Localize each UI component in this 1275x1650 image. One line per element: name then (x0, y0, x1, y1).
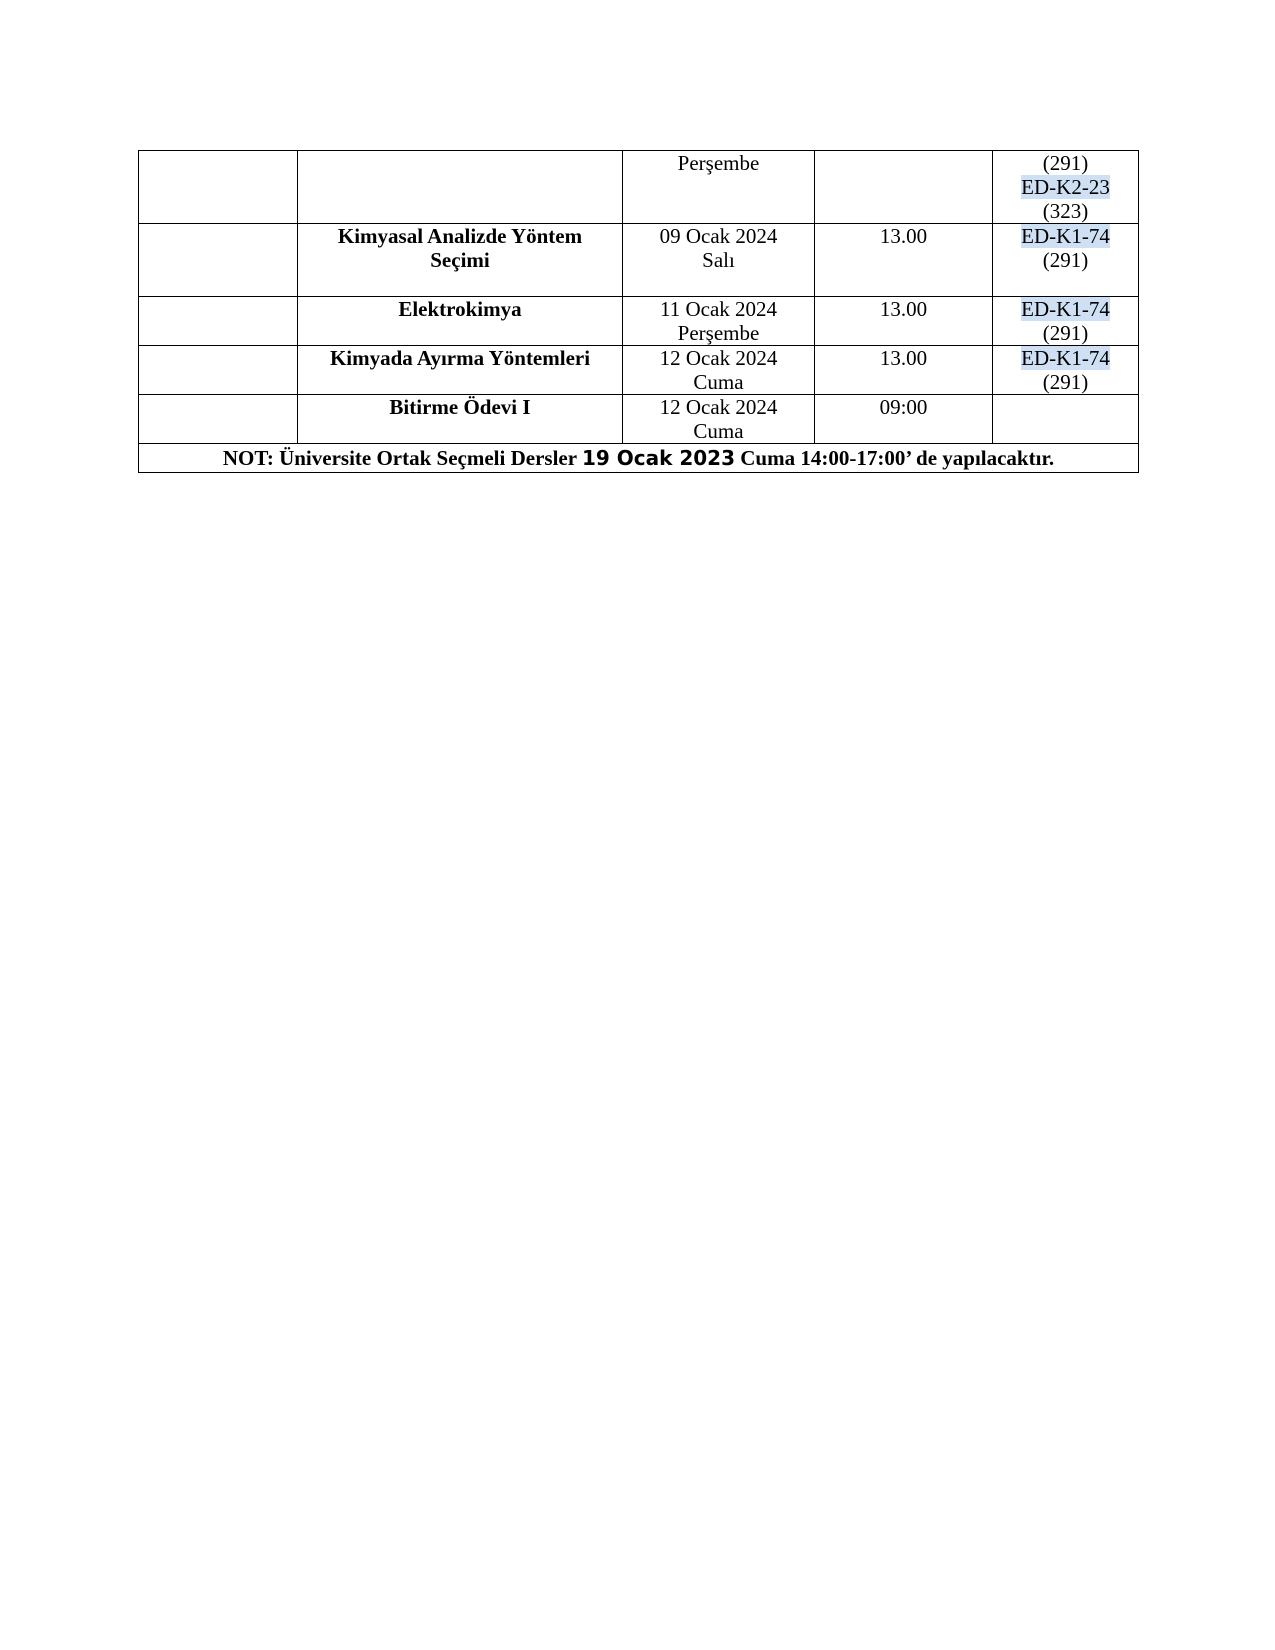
time-cell: 13.00 (815, 346, 993, 395)
time-cell: 13.00 (815, 224, 993, 297)
room-cell (993, 224, 1139, 297)
course-name: Bitirme Ödevi I (389, 395, 531, 419)
room-cell (993, 346, 1139, 395)
room-code: ED-K1-74 (1021, 346, 1110, 370)
day-text: Cuma (693, 419, 744, 443)
note-cell (139, 444, 1139, 473)
room-cell (993, 297, 1139, 346)
course-name: Seçimi (430, 248, 490, 272)
table-row (139, 297, 1139, 346)
empty-cell (139, 224, 298, 297)
date-cell (623, 224, 815, 297)
course-cell (298, 224, 623, 297)
table-row (139, 224, 1139, 297)
room-cell (993, 151, 1139, 224)
course-name: Kimyada Ayırma Yöntemleri (329, 346, 591, 370)
date-cell (623, 151, 815, 224)
room-code: ED-K2-23 (1021, 175, 1110, 199)
course-name: Kimyasal Analizde Yöntem (337, 224, 583, 248)
note-date: 19 Ocak 2023 (581, 446, 736, 470)
day-text: Perşembe (677, 321, 760, 345)
empty-cell (139, 151, 298, 224)
note-row (139, 444, 1139, 473)
time-cell (815, 151, 993, 224)
date-cell (623, 297, 815, 346)
course-cell (298, 297, 623, 346)
time-cell: 09:00 (815, 395, 993, 444)
room-code: ED-K1-74 (1021, 224, 1110, 248)
date-text: 12 Ocak 2024 (659, 346, 778, 370)
capacity-text: (291) (1042, 370, 1089, 394)
course-cell (298, 346, 623, 395)
course-cell (298, 151, 623, 224)
date-text: 11 Ocak 2024 (659, 297, 778, 321)
date-text: 12 Ocak 2024 (659, 395, 778, 419)
capacity-text: (291) (1042, 151, 1089, 175)
note-prefix: NOT: Üniversite Ortak Seçmeli Dersler (222, 446, 582, 470)
date-cell (623, 346, 815, 395)
capacity-text: (323) (1042, 199, 1089, 223)
date-cell (623, 395, 815, 444)
capacity-text: (291) (1042, 248, 1089, 272)
empty-cell (139, 395, 298, 444)
day-text: Perşembe (677, 151, 760, 175)
note-suffix: Cuma 14:00-17:00’ de yapılacaktır. (735, 446, 1055, 470)
course-cell (298, 395, 623, 444)
table-row (139, 346, 1139, 395)
table-row (139, 395, 1139, 444)
time-cell: 13.00 (815, 297, 993, 346)
day-text: Salı (702, 248, 735, 272)
empty-cell (139, 346, 298, 395)
day-text: Cuma (693, 370, 744, 394)
table-row (139, 151, 1139, 224)
capacity-text: (291) (1042, 321, 1089, 345)
date-text: 09 Ocak 2024 (659, 224, 778, 248)
empty-cell (139, 297, 298, 346)
room-code: ED-K1-74 (1021, 297, 1110, 321)
course-name: Elektrokimya (398, 297, 522, 321)
room-cell (993, 395, 1139, 444)
exam-schedule-table (138, 150, 1139, 473)
